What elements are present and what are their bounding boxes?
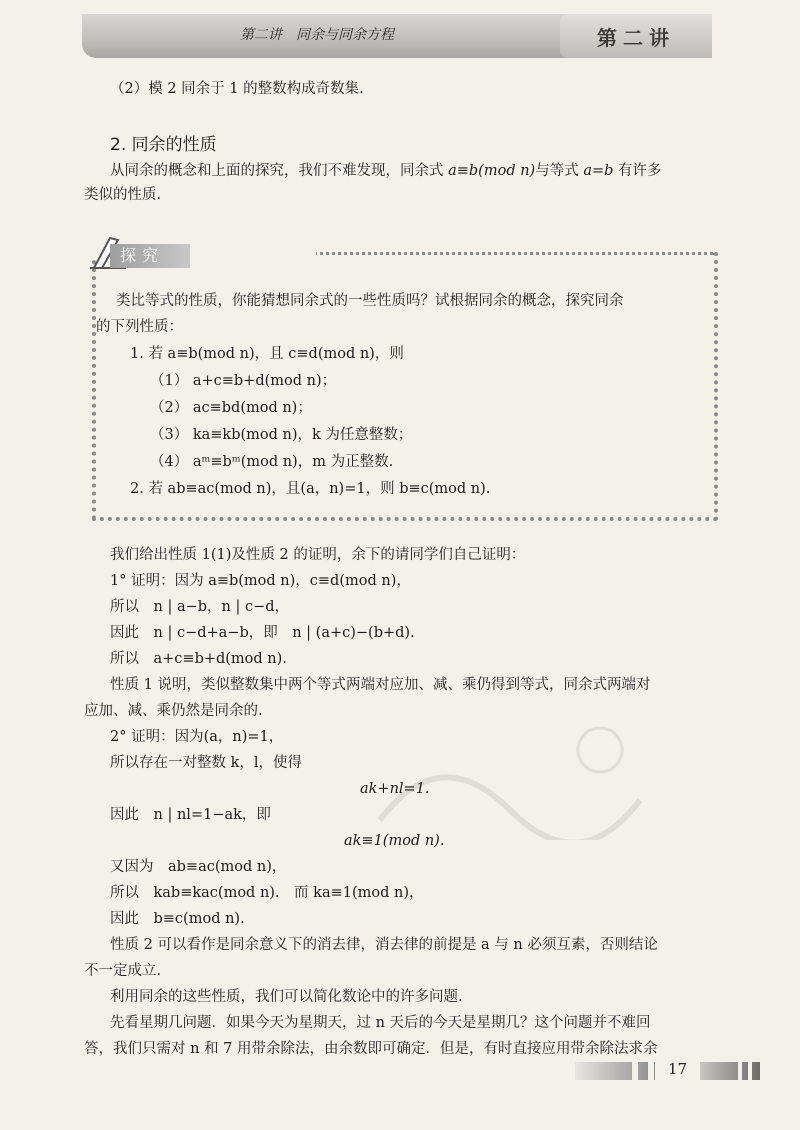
property-1: 1. 若 a≡b(mod n)，且 c≡d(mod n)，则 [130,346,404,362]
explore-label: 探究 [110,244,190,268]
proof-line-17: 不一定成立. [84,963,162,979]
property-2: 2. 若 ab≡ac(mod n)，且(a，n)=1，则 b≡c(mod n). [130,481,491,497]
proof-line-19: 先看星期几问题．如果今天为星期天，过 n 天后的今天是星期几？这个问题并不难回 [110,1015,651,1031]
proof-line-11: 因此 n | nl=1−ak，即 [110,807,271,823]
proof-line-13: 又因为 ab≡ac(mod n)， [110,859,287,875]
proof-line-5: 所以 a+c≡b+d(mod n). [110,651,287,667]
proof-line-16: 性质 2 可以看作是同余意义下的消去律，消去律的前提是 a 与 n 必须互素，否则结论 [110,937,658,953]
proof-line-2: 1° 证明：因为 a≡b(mod n)，c≡d(mod n)， [110,573,411,589]
proof-line-4: 因此 n | c−d+a−b，即 n | (a+c)−(b+d). [110,625,415,641]
chapter-tab: 第二讲 [560,14,712,58]
explore-question-2: 的下列性质： [96,319,183,335]
proof-line-1: 我们给出性质 1(1)及性质 2 的证明，余下的请同学们自己证明： [110,547,526,563]
property-1-2: （2） ac≡bd(mod n)； [150,400,312,416]
page-number: 17 [668,1060,688,1078]
section-heading: 2. 同余的性质 [110,135,217,155]
proof-line-3: 所以 n | a−b，n | c−d， [110,599,290,615]
property-1-4: （4） aᵐ≡bᵐ(mod n)，m 为正整数. [150,454,394,470]
proof-line-6: 性质 1 说明，类似整数集中两个等式两端对应加、减、乘仍得到等式，同余式两端对 [110,677,651,693]
proof-line-15: 因此 b≡c(mod n). [110,911,245,927]
proof-line-9: 所以存在一对整数 k，l，使得 [110,755,303,771]
running-header-title: 第二讲 同余与同余方程 [240,27,394,43]
intro-line-2: 类似的性质. [84,187,162,203]
property-1-3: （3） ka≡kb(mod n)，k 为任意整数； [150,427,413,443]
proof-line-8: 2° 证明：因为(a，n)=1， [110,729,284,745]
text-mod2-line: （2）模 2 同余于 1 的整数构成奇数集. [110,81,364,97]
property-1-1: （1） a+c≡b+d(mod n)； [150,373,337,389]
proof-line-20: 答，我们只需对 n 和 7 用带余除法，由余数即可确定．但是，有时直接应用带余除法求余 [84,1041,658,1057]
footer-bar-left [575,1062,655,1080]
proof-line-18: 利用同余的这些性质，我们可以简化数论中的许多问题. [110,989,463,1005]
proof-line-14: 所以 kab≡kac(mod n). 而 ka≡1(mod n)， [110,885,424,901]
explore-question-1: 类比等式的性质，你能猜想同余式的一些性质吗？试根据同余的概念，探究同余 [116,293,624,309]
equation-ak-nl: ak+nl=1. [360,781,430,797]
proof-line-7: 应加、减、乘仍然是同余的. [84,703,263,719]
equation-ak-mod: ak≡1(mod n). [344,833,445,849]
intro-line-1: 从同余的概念和上面的探究，我们不难发现，同余式 a≡b(mod n)与等式 a=b 有许多 [110,163,662,179]
